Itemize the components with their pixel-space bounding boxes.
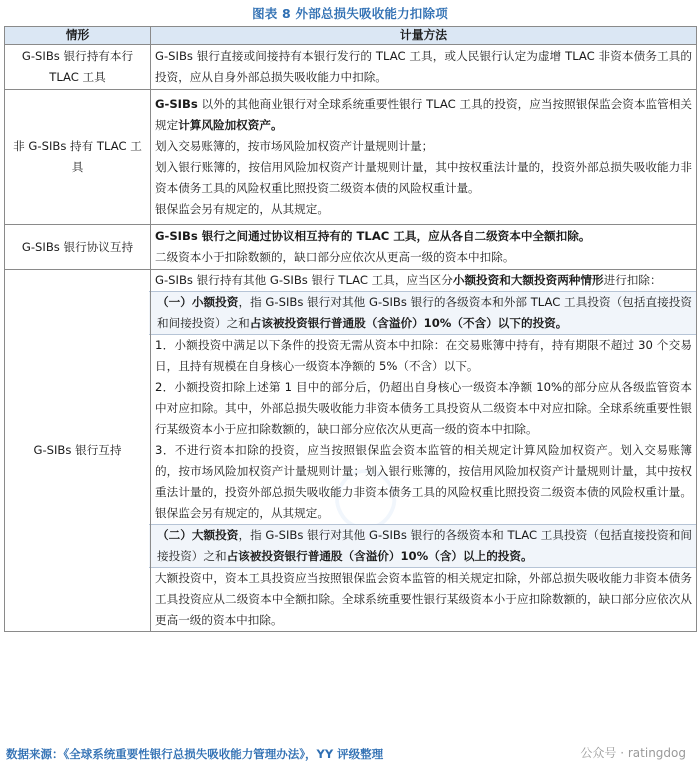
row-method bbox=[151, 90, 697, 225]
method-line: G-SIBs 银行之间通过协议相互持有的 TLAC 工具，应从各自二级资本中全额扣除。 bbox=[155, 229, 591, 243]
method-line: 银保监会另有规定的，从其规定。 bbox=[155, 202, 329, 216]
plain-text: 以外的其他商业银行对全球系统重要性银行 TLAC 工具的投资，应当按照银保监会资本监管相关规定 bbox=[155, 97, 692, 132]
watermark-logo: ◯ bbox=[317, 448, 410, 543]
method-line bbox=[155, 94, 692, 136]
small-investment-heading bbox=[149, 291, 696, 335]
bold-text: 计算风险加权资产。 bbox=[178, 118, 283, 132]
small-investment-item: 3．不进行资本扣除的投资，应当按照银保监会资本监管的相关规定计算风险加权资产。划入交易账簿的，按市场风险加权资产计量规则计量；划入银行账簿的，按信用风险加权资产计量规则计量，其中按权重法计量的，投资外部总损失吸收能力非资本债务工具的风险权重比照投资二级资本债的风险权重计量。银保监会另有规定的，从其规定。 bbox=[155, 443, 692, 520]
row-category: G-SIBs 银行协议互持 bbox=[5, 225, 151, 270]
deduction-table bbox=[4, 26, 697, 632]
row-method bbox=[151, 45, 697, 90]
method-line: 二级资本小于扣除数额的，缺口部分应依次从更高一级的资本中扣除。 bbox=[155, 250, 515, 264]
large-investment-text: 大额投资中，资本工具投资应当按照银保监会资本监管的相关规定扣除，外部总损失吸收能力非资本债务工具投资应从二级资本中全额扣除。全球系统重要性银行某级资本小于应扣除数额的，缺口部分应依次从更高一级的资本中扣除。 bbox=[155, 571, 692, 627]
bold-text: （二）大额投资 bbox=[157, 528, 239, 542]
table-title: 图表 8 外部总损失吸收能力扣除项 bbox=[252, 6, 448, 21]
source-note: 数据来源：《全球系统重要性银行总损失吸收能力管理办法》，YY 评级整理 bbox=[6, 747, 384, 761]
table-row bbox=[5, 225, 697, 270]
row-method bbox=[151, 225, 697, 270]
row-category: G-SIBs 银行持有本行 TLAC 工具 bbox=[5, 45, 151, 90]
plain-text: 进行扣除： bbox=[603, 273, 662, 287]
table-row bbox=[5, 90, 697, 225]
bold-text: 小额投资和大额投资两种情形 bbox=[452, 273, 604, 287]
large-investment-heading bbox=[149, 524, 696, 568]
method-line: 划入交易账簿的，按市场风险加权资产计量规则计量； bbox=[155, 139, 434, 153]
plain-text: ，指 G-SIBs 银行对其他 G-SIBs 银行的各级资本和 TLAC 工具投资（包括直接投资和间接投资）之和 bbox=[157, 528, 692, 563]
header-category: 情形 bbox=[5, 27, 151, 45]
method-line bbox=[155, 270, 692, 291]
plain-text: G-SIBs 银行持有其他 G-SIBs 银行 TLAC 工具，应当区分 bbox=[155, 273, 453, 287]
method-line: 划入银行账簿的，按信用风险加权资产计量规则计量，其中按权重法计量的，投资外部总损失吸收能力非资本债务工具的风险权重比照投资二级资本债的风险权重计量。 bbox=[155, 160, 692, 195]
table-row bbox=[5, 270, 697, 632]
method-line: G-SIBs 银行直接或间接持有本银行发行的 TLAC 工具，或人民银行认定为虚增 TLAC 非资本债务工具的投资，应从自身外部总损失吸收能力中扣除。 bbox=[155, 49, 692, 84]
small-investment-item: 1．小额投资中满足以下条件的投资无需从资本中扣除：在交易账簿中持有，持有期限不超过 30 个交易日，且持有规模在自身核心一级资本净额的 5%（不含）以下。 bbox=[155, 338, 692, 373]
bold-text: 占该被投资银行普通股（含溢价）10%（含）以上的投资。 bbox=[226, 549, 533, 563]
account-watermark: 公众号 · ratingdog bbox=[580, 746, 686, 760]
row-method bbox=[151, 270, 697, 632]
row-category: 非 G-SIBs 持有 TLAC 工具 bbox=[5, 90, 151, 225]
bold-text: G-SIBs bbox=[155, 97, 198, 111]
plain-text: ，指 G-SIBs 银行对其他 G-SIBs 银行的各级资本和外部 TLAC 工具投资（包括直接投资和间接投资）之和 bbox=[157, 295, 692, 330]
table-row bbox=[5, 45, 697, 90]
header-method: 计量方法 bbox=[151, 27, 697, 45]
small-investment-item: 2．小额投资扣除上述第 1 目中的部分后，仍超出自身核心一级资本净额 10%的部分应从各级监管资本中对应扣除。其中，外部总损失吸收能力非资本债务工具投资从二级资本中对应扣除。全球系统重要性银行某级资本小于应扣除数额的，缺口部分应依次从更高一级的资本中扣除。 bbox=[155, 380, 692, 436]
table-header-row bbox=[5, 27, 697, 45]
bold-text: 占该被投资银行普通股（含溢价）10%（不含）以下的投资。 bbox=[249, 316, 568, 330]
row-category: G-SIBs 银行互持 bbox=[5, 270, 151, 632]
bold-text: （一）小额投资 bbox=[157, 295, 239, 309]
